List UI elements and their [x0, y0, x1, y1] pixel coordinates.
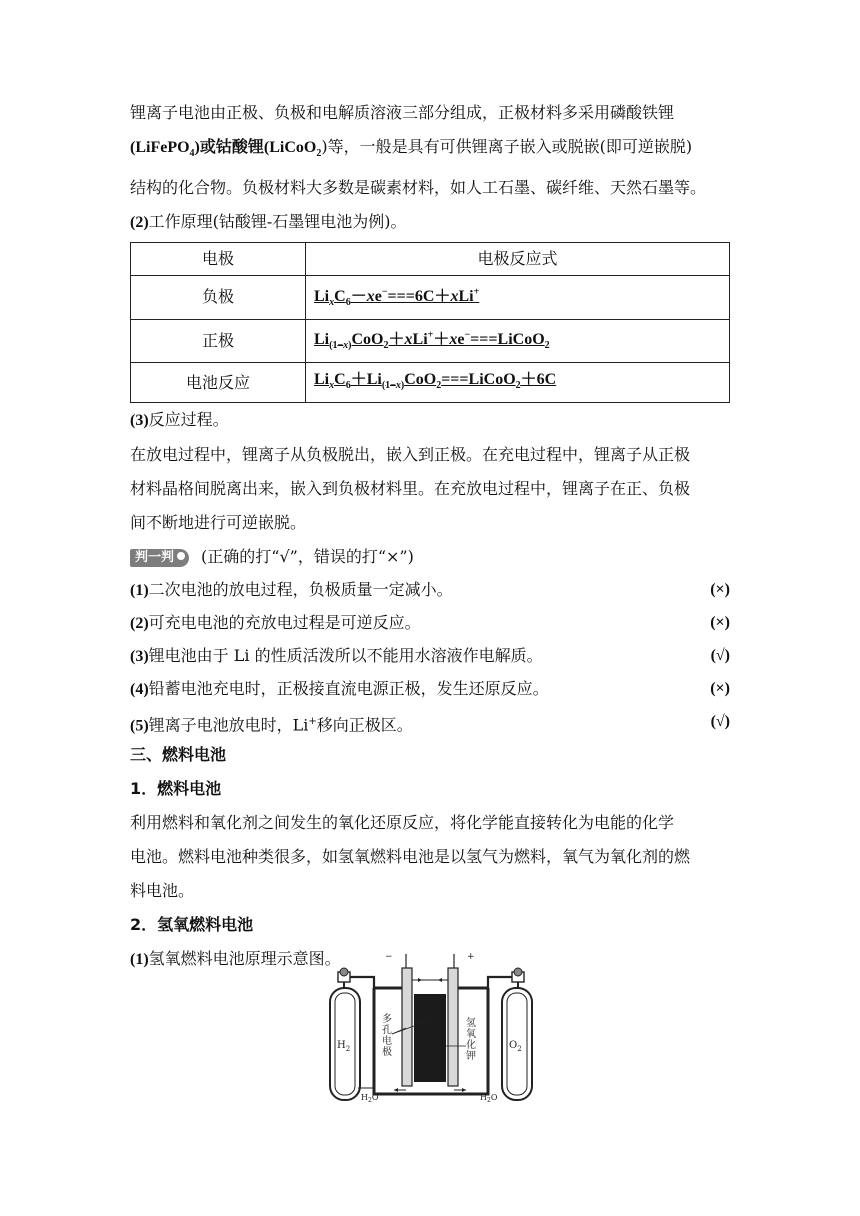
minus-terminal-label: −	[385, 952, 393, 962]
process-line-3: 间不断地进行可逆嵌脱。	[130, 513, 307, 533]
judge-mark: (√)	[710, 647, 730, 665]
table-header-row	[131, 243, 730, 276]
judge-mark: (×)	[710, 680, 730, 698]
judge-item: (1)二次电池的放电过程，负极质量一定减小。 (×)	[130, 573, 730, 606]
judge-item: (3)锂电池由于 Li 的性质活泼所以不能用水溶液作电解质。 (√)	[130, 639, 730, 672]
judge-tag: 判一判	[130, 549, 189, 567]
subsection-1-title: 1．燃料电池	[130, 779, 222, 799]
hydrogen-oxygen-fuel-cell-diagram	[326, 948, 536, 1110]
row-cell-reaction-label: 电池反应	[131, 363, 306, 403]
row-cell-reaction-equation: $Li_xC_6+Li_{(1-x)}CoO_2===LiCoO_2+6C$	[306, 363, 730, 403]
judge-mark: (×)	[710, 614, 730, 632]
positive-porous-electrode	[448, 968, 458, 1086]
row-negative-label: 负极	[131, 276, 306, 320]
judge-item: (4)铅蓄电池充电时，正极接直流电源正极，发生还原反应。 (×)	[130, 672, 730, 705]
water-out-left-arrow-icon	[394, 1088, 398, 1092]
koh-label: 氢 氧 化 钾	[466, 1018, 476, 1062]
hydrogen-valve-knob-icon	[340, 968, 348, 976]
process-line-1: 在放电过程中，锂离子从负极脱出，嵌入到正极。在充电过程中，锂离子从正极	[130, 445, 691, 465]
process-line-2: 材料晶格间脱离出来，嵌入到负极材料里。在充放电过程中，锂离子在正、负极	[130, 479, 691, 499]
judge-header	[130, 540, 730, 573]
intro-line-1: 锂离子电池由正极、负极和电解质溶液三部分组成，正极材料多采用磷酸铁锂	[130, 103, 675, 122]
table-header-electrode: 电极	[131, 243, 306, 276]
row-positive-equation: $Li_{(1-x)}CoO_2+xLi^++xe^-===LiCoO_2$	[306, 319, 730, 363]
electrode-reaction-table	[130, 242, 730, 403]
oxygen-valve-knob-icon	[514, 968, 522, 976]
section-3-title: 三、燃料电池	[130, 745, 227, 765]
process-heading: (3)反应过程。	[130, 410, 229, 430]
document-page	[130, 96, 730, 977]
intro-line-3: 结构的化合物。负极材料大多数是碳素材料，如人工石墨、碳纤维、天然石墨等。	[130, 178, 707, 198]
fuel-cell-para-line-3: 料电池。	[130, 881, 195, 901]
oxygen-label: $O_2$	[509, 1040, 522, 1053]
row-positive-label: 正极	[131, 319, 306, 363]
plus-terminal-label: +	[467, 952, 475, 962]
judge-mark: (×)	[710, 581, 730, 599]
fuel-cell-para-line-2: 电池。燃料电池种类很多，如氢氧燃料电池是以氢气为燃料，氧气为氧化剂的燃	[130, 847, 691, 867]
principle-heading: (2)工作原理(钴酸锂-石墨锂电池为例)。	[130, 212, 407, 232]
hydrogen-label: $H_2$	[337, 1040, 351, 1053]
judge-item: (2)可充电电池的充放电过程是可逆反应。 (×)	[130, 606, 730, 639]
judge-hint: (正确的打“√”，错误的打“×”)	[201, 547, 414, 567]
judge-mark: (√)	[710, 713, 730, 731]
porous-electrode-label: 多 孔 电 极	[382, 1014, 392, 1058]
intro-line-2: (LiFePO$_4$)或钴酸锂(LiCoO$_2$)等，一般是具有可供锂离子嵌入或脱嵌(即可逆嵌脱)	[130, 137, 693, 160]
table-row	[131, 363, 730, 403]
table-row	[131, 276, 730, 320]
water-right-label: $H_2O$	[480, 1093, 498, 1104]
table-row	[131, 319, 730, 363]
fuel-cell-para-line-1: 利用燃料和氧化剂之间发生的氧化还原反应，将化学能直接转化为电能的化学	[130, 813, 675, 833]
water-left-label: $H_2O$	[361, 1093, 379, 1104]
electrolyte-koh	[414, 994, 446, 1082]
figure-caption: (1)氢氧燃料电池原理示意图。	[130, 949, 341, 969]
table-header-reaction: 电极反应式	[306, 243, 730, 276]
judge-item: (5)锂离子电池放电时，Li+移向正极区。 (√)	[130, 705, 730, 738]
subsection-2-title: 2．氢氧燃料电池	[130, 915, 254, 935]
water-out-right-arrow-icon	[462, 1088, 466, 1092]
tag-dot-icon	[177, 552, 185, 560]
row-negative-equation: $Li_xC_6-xe^-===6C+xLi^+$	[306, 276, 730, 320]
